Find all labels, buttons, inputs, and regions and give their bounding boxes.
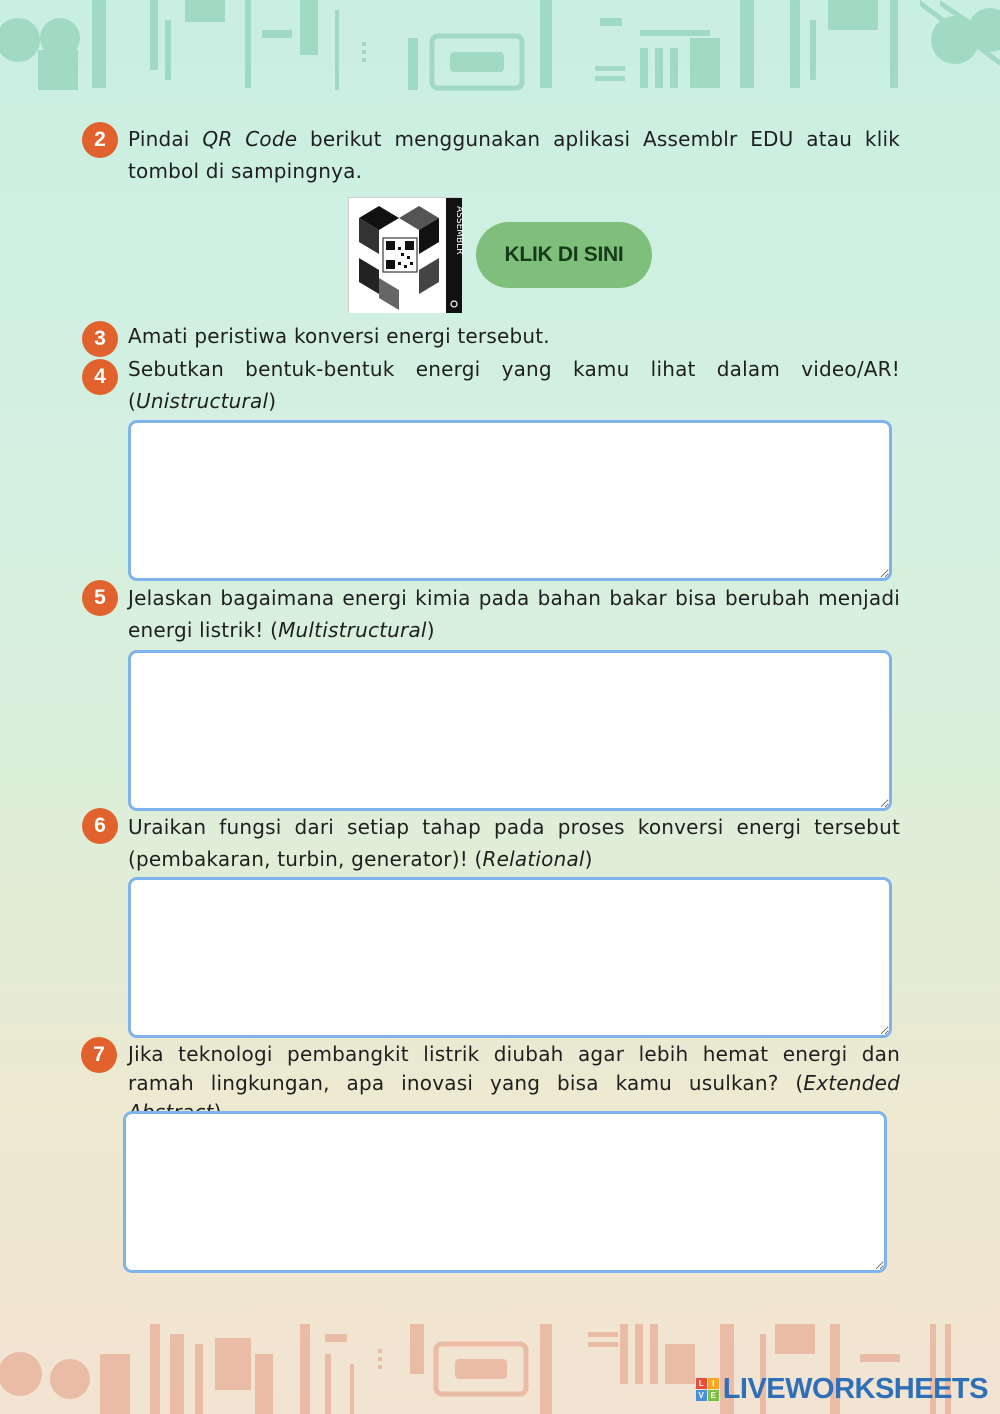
question-4-text: Sebutkan bentuk-bentuk energi yang kamu lihat dalam video/AR! (Unistructural)	[128, 357, 900, 413]
answer-box-question-5[interactable]	[128, 650, 892, 811]
liveworksheets-brand	[696, 1372, 988, 1406]
liveworksheets-text: LIVEWORKSHEETS	[722, 1372, 988, 1405]
question-3-badge: 3	[82, 321, 118, 357]
question-5-text: Jelaskan bagaimana energi kimia pada bahan bakar bisa berubah menjadi energi listrik! (Multistructural)	[128, 586, 900, 642]
question-7-text: Jika teknologi pembangkit listrik diubah agar lebih hemat energi dan ramah lingkungan, apa inovasi yang bisa kamu usulkan? (Extended	[128, 1042, 900, 1095]
klik-di-sini-button[interactable]: KLIK DI SINI	[476, 222, 652, 288]
question-5-badge: 5	[82, 580, 118, 616]
qr-vertical-label: ASSEMBLR	[454, 206, 464, 255]
liveworksheets-logo-icon: L I V E	[696, 1378, 719, 1401]
question-2-badge: 2	[82, 122, 118, 158]
answer-box-question-6[interactable]	[128, 877, 892, 1038]
question-6-text: Uraikan fungsi dari setiap tahap pada proses konversi energi tersebut (pembakaran, turbin, generator)! (Relational)	[128, 815, 900, 871]
question-3-text: Amati peristiwa konversi energi tersebut.	[128, 324, 550, 348]
top-decoration	[0, 0, 1000, 95]
qr-code-image[interactable]	[348, 197, 464, 312]
answer-box-question-4[interactable]	[128, 420, 892, 581]
question-2-text: Pindai QR Code berikut menggunakan aplikasi Assemblr EDU atau klik tombol di sampingnya.	[128, 127, 900, 183]
question-6-badge: 6	[82, 808, 118, 844]
answer-box-question-7[interactable]	[123, 1111, 887, 1273]
question-7-badge: 7	[81, 1037, 117, 1073]
question-4-badge: 4	[82, 359, 118, 395]
